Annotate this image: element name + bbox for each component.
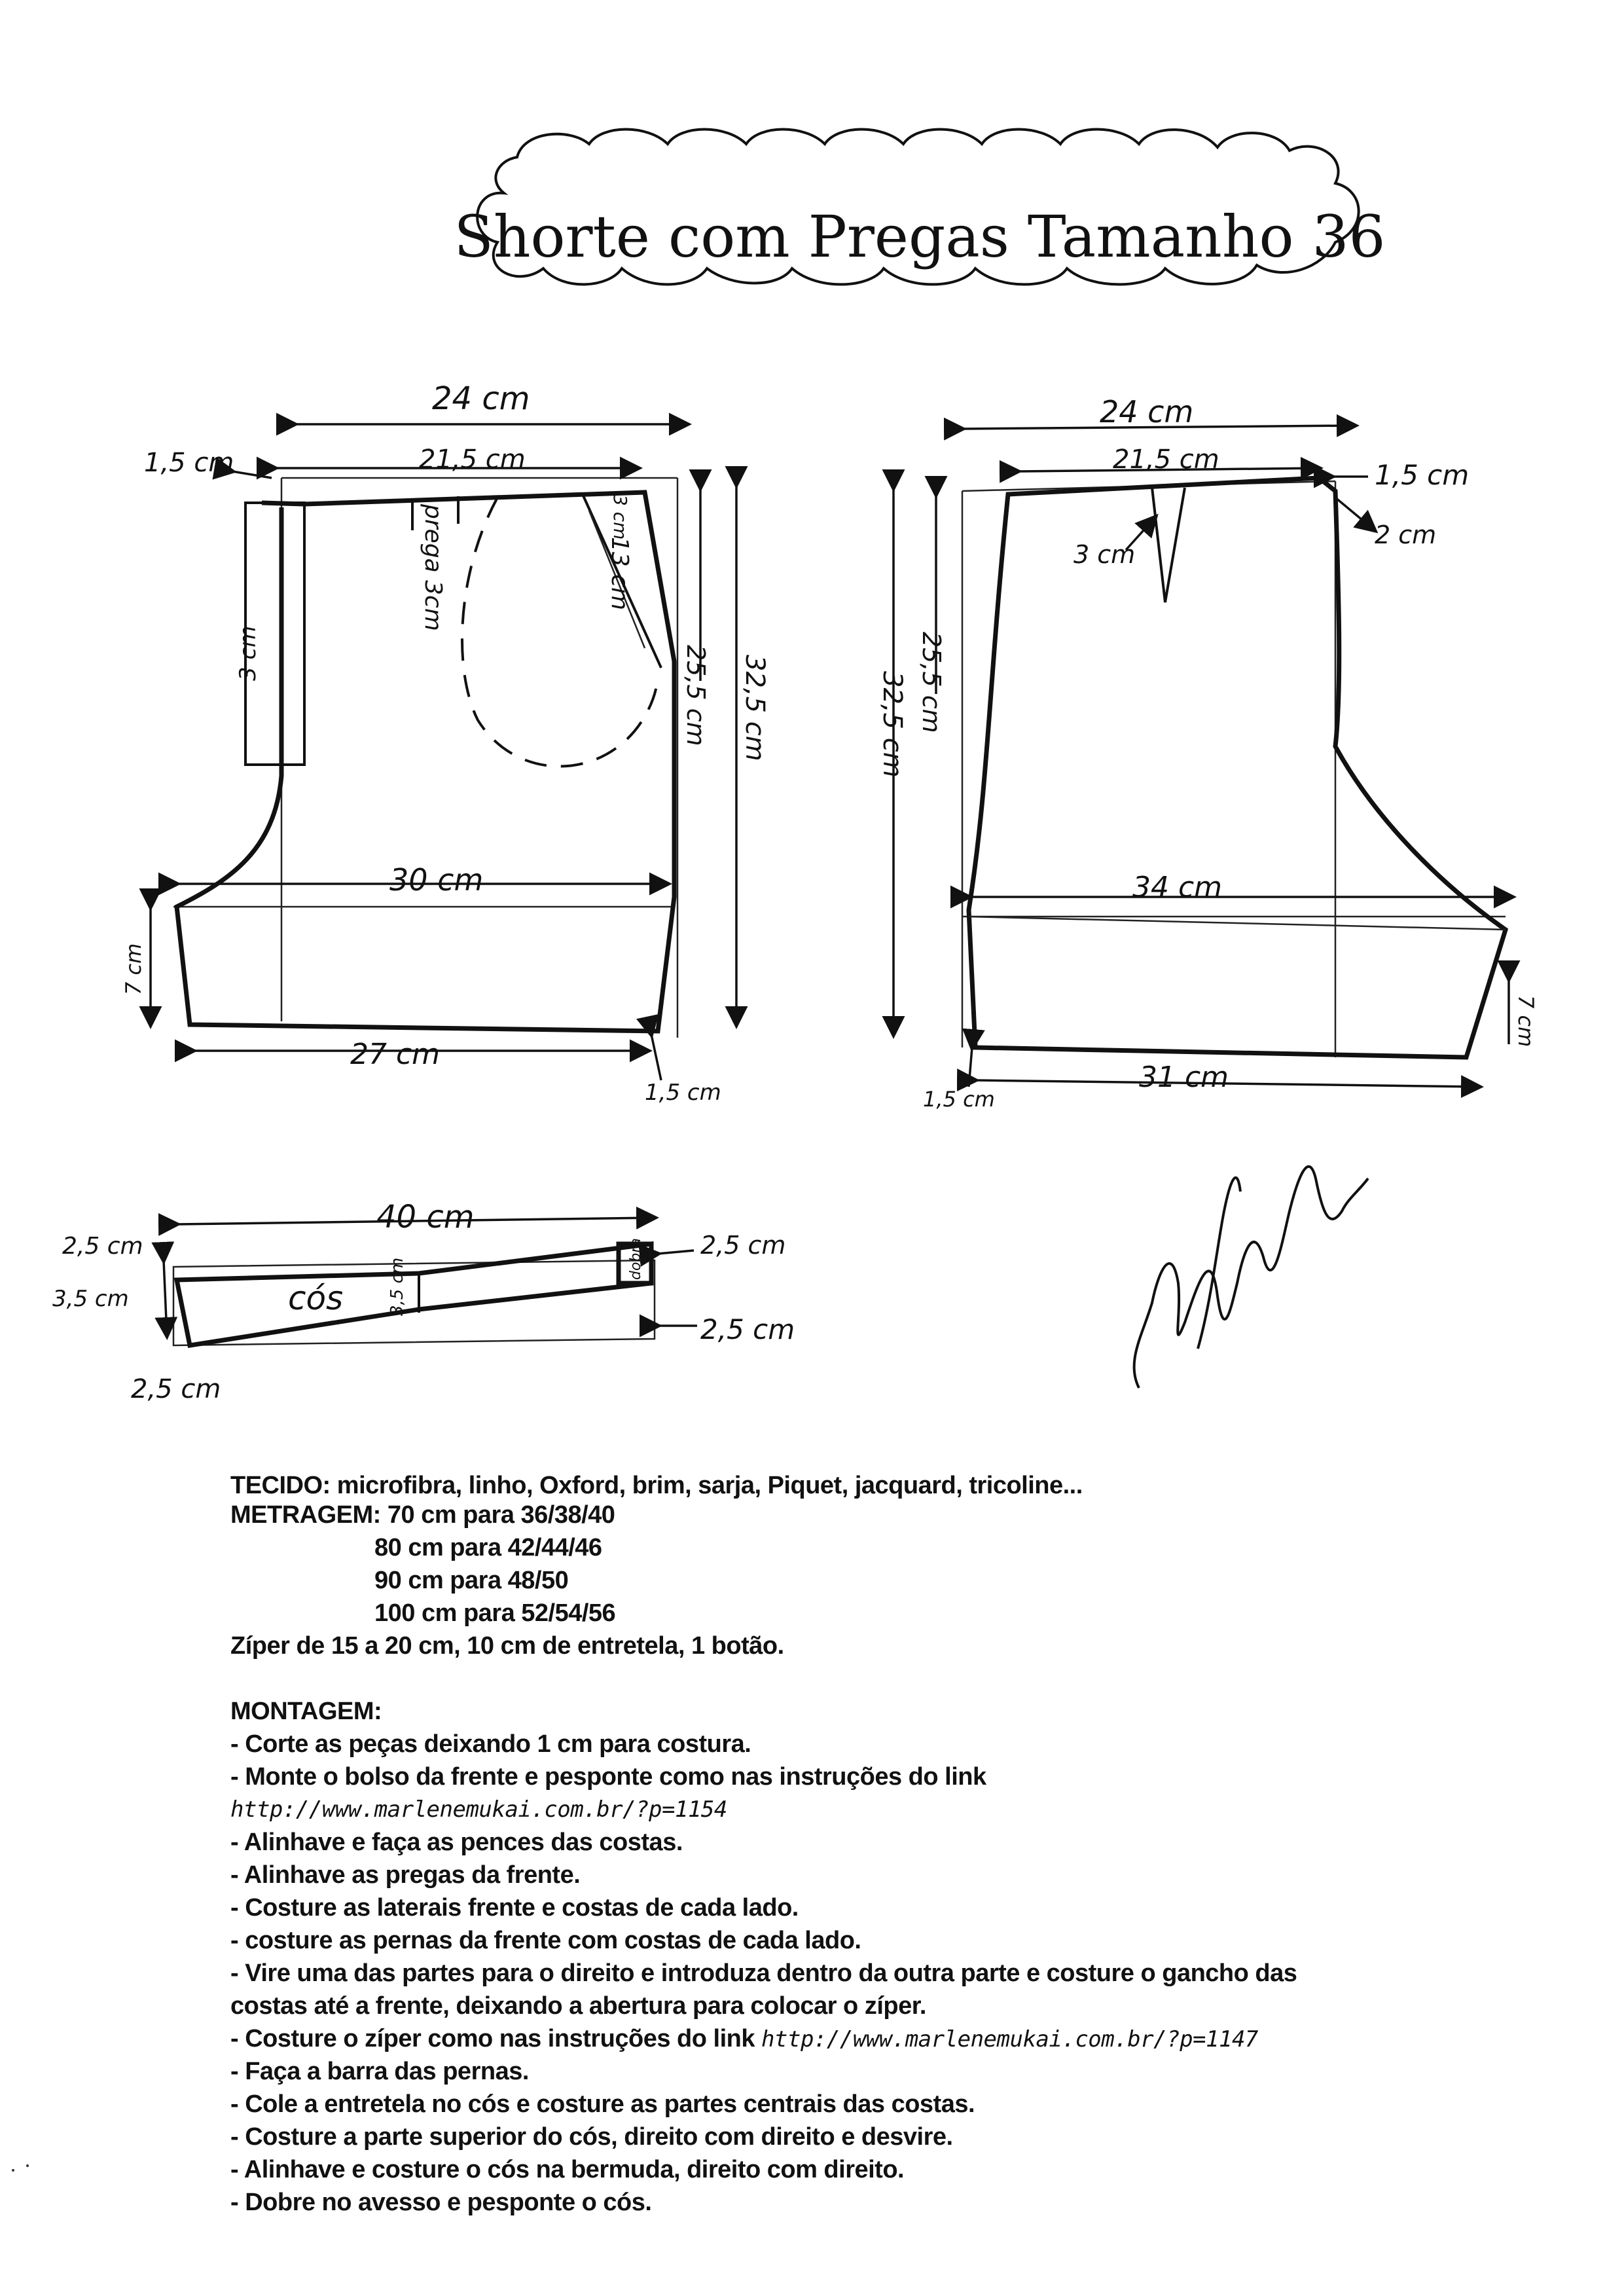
back-dart: [1152, 488, 1185, 602]
tecido-label: TECIDO:: [230, 1472, 331, 1499]
montagem-label: MONTAGEM:: [230, 1698, 382, 1725]
metragem-line: [230, 1499, 615, 1531]
step: costas até a frente, deixando a abertura para colocar o zíper.: [230, 1992, 926, 2020]
front-pocket-label: 13 cm: [606, 537, 633, 611]
back-piece: [877, 394, 1538, 1112]
waistband-fold-label: dobra: [628, 1238, 644, 1280]
back-hem-label: 31 cm: [1139, 1061, 1229, 1094]
front-total-height-label: 32,5 cm: [740, 655, 770, 761]
back-total-height-label: 32,5 cm: [877, 671, 907, 778]
front-side-height-label: 25,5 cm: [681, 645, 710, 746]
back-outline: [969, 478, 1506, 1057]
back-side-ext-label: 2 cm: [1375, 520, 1437, 549]
page-title: Shorte com Pregas Tamanho 36: [454, 203, 1386, 270]
step: - Monte o bolso da frente e pesponte como nas instruções do link: [230, 1763, 986, 1791]
waistband-height-left-label: 3,5 cm: [52, 1286, 129, 1312]
step: - Dobre no avesso e pesponte o cós.: [230, 2189, 652, 2216]
link-pocket[interactable]: http://www.marlenemukai.com.br/?p=1154: [230, 1796, 727, 1823]
back-dart-label: 3 cm: [1074, 540, 1136, 569]
waistband-top-left-label: 2,5 cm: [62, 1233, 143, 1260]
link-zipper[interactable]: http://www.marlenemukai.com.br/?p=1147: [761, 2026, 1258, 2052]
back-side-height-label: 25,5 cm: [917, 632, 946, 733]
metragem-row: 90 cm para 48/50: [374, 1567, 569, 1594]
step: - Alinhave as pregas da frente.: [230, 1861, 581, 1889]
front-hem-label: 27 cm: [350, 1038, 441, 1071]
back-hem-ext-label: 1,5 cm: [923, 1087, 995, 1112]
back-waist-label: 21,5 cm: [1113, 445, 1219, 475]
step-zipper-text: - Costure o zíper como nas instruções do link: [230, 2025, 755, 2052]
waistband-bottom-right-label: 2,5 cm: [700, 1313, 795, 1345]
title-cloud: [454, 130, 1386, 285]
step: - Cole a entretela no cós e costure as partes centrais das costas.: [230, 2090, 975, 2118]
step: - costure as pernas da frente com costas de cada lado.: [230, 1927, 861, 1954]
back-hip-label: 34 cm: [1132, 871, 1223, 904]
waistband-center-label: 3,5 cm: [388, 1257, 407, 1316]
step: - Alinhave e faça as pences das costas.: [230, 1829, 683, 1856]
metragem-row: 100 cm para 52/54/56: [374, 1599, 616, 1627]
front-hip-label: 30 cm: [389, 862, 484, 898]
waistband-bottom-left-label: 2,5 cm: [131, 1374, 221, 1404]
front-fly-label: 3 cm: [235, 625, 261, 681]
waistband-label: cós: [288, 1279, 344, 1317]
metragem-value: 70 cm para 36/38/40: [387, 1501, 615, 1529]
tecido-line: [230, 1470, 1083, 1501]
step: - Corte as peças deixando 1 cm para costura.: [230, 1730, 751, 1758]
aviamentos-line: Zíper de 15 a 20 cm, 10 cm de entretela, 1 botão.: [230, 1632, 784, 1660]
waistband-length-label: 40 cm: [376, 1199, 475, 1235]
front-pleat-label: prega 3cm: [420, 504, 446, 631]
step: - Vire uma das partes para o direito e introduza dentro da outra parte e costure o gancho das: [230, 1959, 1297, 1987]
front-pocket-top-label: 3 cm: [609, 494, 631, 540]
step: - Faça a barra das pernas.: [230, 2058, 529, 2085]
waistband-piece: [52, 1199, 795, 1404]
front-leg-height-label: 7 cm: [121, 943, 146, 995]
front-piece: [121, 380, 770, 1106]
waistband-outline: [177, 1244, 651, 1345]
tecido-value: microfibra, linho, Oxford, brim, sarja, Piquet, jacquard, tricoline...: [336, 1472, 1083, 1499]
step: - Costure a parte superior do cós, direito com direito e desvire.: [230, 2123, 953, 2151]
back-top-width-label: 24 cm: [1100, 394, 1194, 429]
step-zipper: [230, 2023, 1258, 2055]
step: - Alinhave e costure o cós na bermuda, direito com direito.: [230, 2156, 905, 2183]
metragem-label: METRAGEM:: [230, 1501, 381, 1529]
front-hem-ext-label: 1,5 cm: [645, 1080, 721, 1106]
signature-text: Marlene Mukai: [0, 0, 5, 1]
step: - Costure as laterais frente e costas de cada lado.: [230, 1894, 799, 1922]
front-left-ext-label: 1,5 cm: [144, 448, 234, 478]
waistband-top-right-label: 2,5 cm: [700, 1231, 786, 1260]
metragem-row: 80 cm para 42/44/46: [374, 1534, 602, 1561]
front-top-width-label: 24 cm: [432, 380, 530, 417]
front-waist-label: 21,5 cm: [419, 445, 526, 475]
back-leg-height-label: 7 cm: [1513, 995, 1538, 1048]
back-right-ext-label: 1,5 cm: [1375, 459, 1470, 491]
